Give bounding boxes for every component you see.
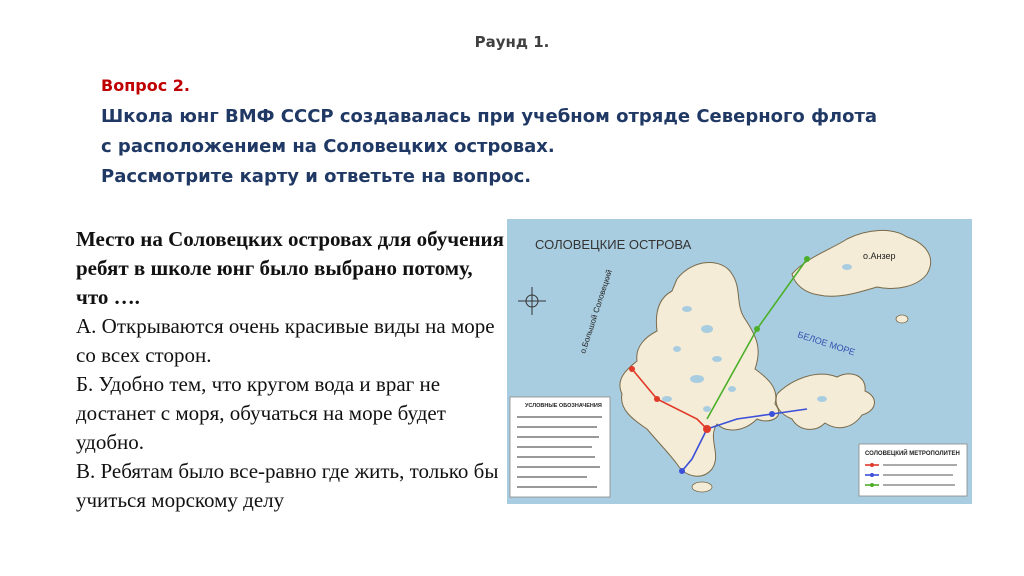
question-line-1: Школа юнг ВМФ СССР создавалась при учебном отряде Северного флота	[101, 106, 878, 127]
sea-label: БЕЛОЕ МОРЕ	[796, 329, 857, 358]
question-label: Вопрос 2.	[101, 76, 190, 95]
solovetsky-map	[507, 219, 972, 504]
answer-option-a[interactable]: А. Открываются очень красивые виды на море со всех сторон.	[76, 314, 495, 367]
legend-box	[510, 397, 610, 497]
map-title: СОЛОВЕЦКИЕ ОСТРОВА	[535, 237, 692, 252]
answer-option-b[interactable]: Б. Удобно тем, что кругом вода и враг не достанет с моря, обучаться на море будет удобно.	[76, 372, 446, 454]
legend-title: УСЛОВНЫЕ ОБОЗНАЧЕНИЯ	[525, 403, 602, 409]
answer-block	[76, 225, 506, 515]
small-island	[896, 315, 908, 323]
question-line-2: с расположением на Соловецких островах.	[101, 136, 555, 157]
anzer-island	[792, 230, 931, 296]
answer-prompt: Место на Соловецких островах для обучения ребят в школе юнг было выбрано потому, что ….	[76, 227, 505, 309]
answer-option-c[interactable]: В. Ребятам было все-равно где жить, только бы учиться морскому делу	[76, 459, 499, 512]
compass-icon	[518, 287, 546, 315]
round-title: Раунд 1.	[474, 33, 550, 51]
map-svg	[507, 219, 972, 504]
small-island	[692, 482, 712, 492]
question-line-3: Рассмотрите карту и ответьте на вопрос.	[101, 166, 532, 187]
metro-legend-box	[859, 444, 967, 496]
metro-legend-title: СОЛОВЕЦКИЙ МЕТРОПОЛИТЕН	[865, 451, 960, 457]
anzer-label: о.Анзер	[863, 251, 896, 261]
big-island-label: о.Большой Соловецкий	[578, 268, 614, 355]
question-text	[101, 102, 941, 192]
muksalma-island	[776, 374, 874, 430]
